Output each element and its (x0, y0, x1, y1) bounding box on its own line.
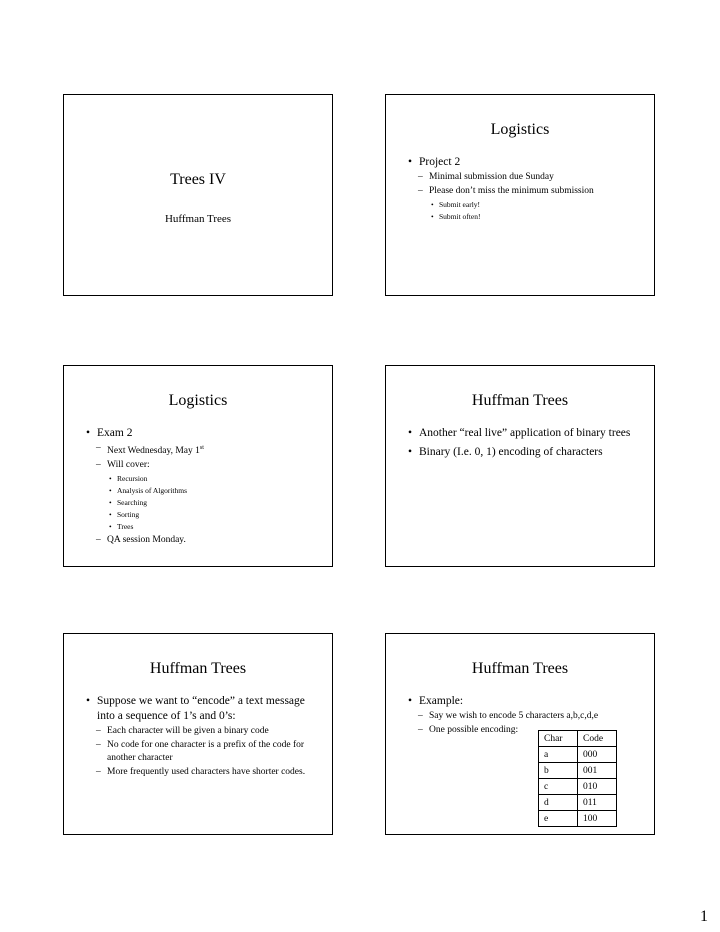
char-cell: c (539, 779, 578, 795)
topic-item: • Analysis of Algorithms (86, 485, 324, 497)
table-row (539, 779, 617, 795)
slide-title: Logistics (490, 121, 550, 138)
sub-bullet: – Please don’t miss the minimum submission (408, 185, 646, 198)
slide-body (86, 426, 324, 548)
slide-title: Huffman Trees (149, 660, 247, 677)
sub-bullet: – Will cover: (86, 459, 324, 472)
exam-date-text: Next Wednesday, May 1 (107, 446, 200, 457)
slide-body (408, 426, 646, 461)
bullet: • Project 2 (408, 155, 646, 170)
column-header: Code (578, 731, 617, 747)
table-row (539, 795, 617, 811)
topic-item: • Trees (86, 521, 324, 533)
slide-body (86, 694, 324, 780)
bullet: • Binary (I.e. 0, 1) encoding of characters (408, 445, 646, 460)
slide-title: Huffman Trees (471, 392, 569, 409)
bullet: • Another “real live” application of binary trees (408, 426, 646, 441)
topic-item: • Sorting (86, 509, 324, 521)
bullet: • Suppose we want to “encode” a text message into a sequence of 1’s and 0’s: (86, 694, 324, 724)
code-cell: 010 (578, 779, 617, 795)
slide-title: Huffman Trees (471, 660, 569, 677)
slide-body (408, 155, 646, 223)
table-row (539, 763, 617, 779)
table-row (539, 811, 617, 827)
bullet: • Example: (408, 694, 646, 709)
sub-bullet: – No code for one character is a prefix of the code for another character (86, 739, 324, 765)
slide-title: Trees IV (170, 171, 226, 188)
slide-5 (63, 633, 333, 835)
bullet: • Exam 2 (86, 426, 324, 441)
char-cell: a (539, 747, 578, 763)
encoding-table (538, 730, 617, 827)
code-cell: 100 (578, 811, 617, 827)
sub-sub-bullet: • Submit early! (408, 199, 646, 211)
sub-bullet: – More frequently used characters have shorter codes. (86, 766, 324, 779)
topic-item: • Searching (86, 497, 324, 509)
sub-bullet: – Say we wish to encode 5 characters a,b,c,d,e (408, 710, 646, 723)
code-cell: 001 (578, 763, 617, 779)
column-header: Char (539, 731, 578, 747)
slide-1 (63, 94, 333, 296)
char-cell: b (539, 763, 578, 779)
slide-6 (385, 633, 655, 835)
sub-bullet: – Minimal submission due Sunday (408, 171, 646, 184)
sub-bullet: – One possible encoding: (408, 724, 646, 737)
char-cell: e (539, 811, 578, 827)
code-cell: 000 (578, 747, 617, 763)
code-cell: 011 (578, 795, 617, 811)
sub-bullet: – Each character will be given a binary code (86, 725, 324, 738)
sub-bullet: – QA session Monday. (86, 534, 324, 547)
sub-sub-bullet: • Submit often! (408, 211, 646, 223)
topic-item: • Recursion (86, 473, 324, 485)
slide-title: Logistics (168, 392, 228, 409)
char-cell: d (539, 795, 578, 811)
page-number: 1 (700, 908, 708, 925)
ordinal-suffix: st (199, 445, 204, 451)
slide-2 (385, 94, 655, 296)
table-row (539, 747, 617, 763)
slide-4 (385, 365, 655, 567)
slide-3 (63, 365, 333, 567)
sub-bullet (86, 442, 324, 458)
table-header-row (539, 731, 617, 747)
slide-subtitle: Huffman Trees (164, 213, 232, 225)
